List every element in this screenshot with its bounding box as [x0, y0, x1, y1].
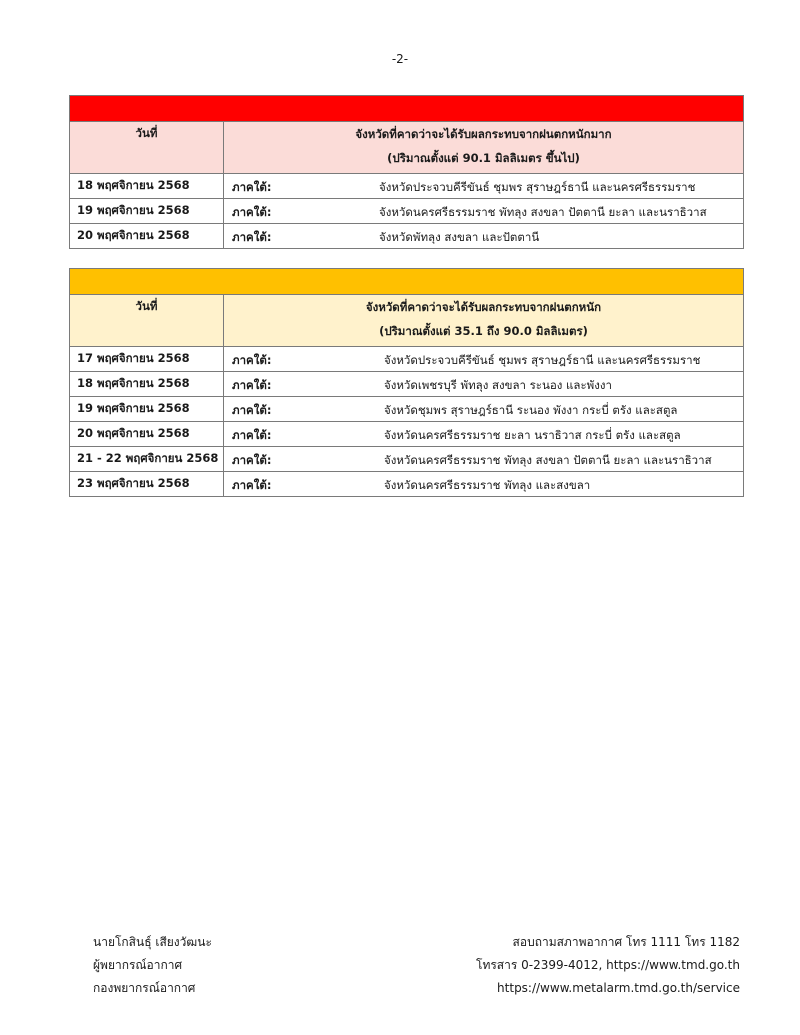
provinces-text: จังหวัดนครศรีธรรมราช ยะลา นราธิวาส กระบี่ ตรัง และสตูล [384, 428, 681, 442]
table-row [70, 199, 744, 224]
red-warning-bar [70, 96, 744, 122]
affected-provinces-header [224, 295, 744, 347]
date-cell: 18 พฤศจิกายน 2568 [70, 372, 224, 397]
date-cell: 20 พฤศจิกายน 2568 [70, 422, 224, 447]
region-label: ภาคใต้: [232, 428, 272, 442]
date-column-header: วันที่ [70, 122, 224, 174]
date-cell: 21 - 22 พฤศจิกายน 2568 [70, 447, 224, 472]
very-heavy-rain-table [69, 95, 744, 249]
region-cell [224, 447, 744, 472]
provinces-text: จังหวัดนครศรีธรรมราช พัทลุง สงขลา ปัตตานี ยะลา และนราธิวาส [384, 453, 712, 467]
provinces-text: จังหวัดนครศรีธรรมราช พัทลุง สงขลา ปัตตานี ยะลา และนราธิวาส [379, 205, 707, 219]
table-header [70, 295, 744, 347]
date-column-header: วันที่ [70, 295, 224, 347]
region-label: ภาคใต้: [232, 353, 272, 367]
region-label: ภาคใต้: [232, 230, 272, 244]
region-cell [224, 397, 744, 422]
region-label: ภาคใต้: [232, 378, 272, 392]
date-cell: 20 พฤศจิกายน 2568 [70, 224, 224, 249]
table-row [70, 347, 744, 372]
heavy-rain-table [69, 268, 744, 497]
forecaster-position: ผู้พยากรณ์อากาศ [93, 958, 183, 972]
provinces-text: จังหวัดประจวบคีรีขันธ์ ชุมพร สุราษฎร์ธานี และนครศรีธรรมราช [384, 353, 701, 367]
table-row [70, 447, 744, 472]
region-cell [224, 199, 744, 224]
region-cell [224, 472, 744, 497]
affected-provinces-header [224, 122, 744, 174]
table-row [70, 224, 744, 249]
region-cell [224, 224, 744, 249]
table-row [70, 372, 744, 397]
header-title: จังหวัดที่คาดว่าจะได้รับผลกระทบจากฝนตกหนักมาก [355, 127, 612, 141]
date-cell: 23 พฤศจิกายน 2568 [70, 472, 224, 497]
table-header [70, 122, 744, 174]
region-label: ภาคใต้: [232, 205, 272, 219]
orange-warning-bar [70, 269, 744, 295]
table-row [70, 472, 744, 497]
region-cell [224, 422, 744, 447]
region-label: ภาคใต้: [232, 180, 272, 194]
fax-website-info: โทรสาร 0-2399-4012, https://www.tmd.go.th [476, 958, 740, 972]
date-cell: 18 พฤศจิกายน 2568 [70, 174, 224, 199]
region-label: ภาคใต้: [232, 453, 272, 467]
header-title: จังหวัดที่คาดว่าจะได้รับผลกระทบจากฝนตกหนัก [365, 300, 602, 314]
provinces-text: จังหวัดพัทลุง สงขลา และปัตตานี [379, 230, 540, 244]
header-threshold: (ปริมาณตั้งแต่ 90.1 มิลลิเมตร ขึ้นไป) [387, 151, 580, 165]
phone-info: สอบถามสภาพอากาศ โทร 1111 โทร 1182 [512, 935, 740, 949]
metalarm-service-link[interactable]: https://www.metalarm.tmd.go.th/service [497, 981, 740, 995]
forecaster-signature-block [93, 931, 212, 1000]
region-cell [224, 347, 744, 372]
header-threshold: (ปริมาณตั้งแต่ 35.1 ถึง 90.0 มิลลิเมตร) [379, 324, 588, 338]
forecaster-name: นายโกสินธุ์ เสียงวัฒนะ [93, 935, 212, 949]
provinces-text: จังหวัดประจวบคีรีขันธ์ ชุมพร สุราษฎร์ธานี และนครศรีธรรมราช [379, 180, 696, 194]
provinces-text: จังหวัดนครศรีธรรมราช พัทลุง และสงขลา [384, 478, 591, 492]
forecast-division: กองพยากรณ์อากาศ [93, 981, 196, 995]
region-cell [224, 372, 744, 397]
table-row [70, 397, 744, 422]
region-label: ภาคใต้: [232, 403, 272, 417]
table-row [70, 174, 744, 199]
region-label: ภาคใต้: [232, 478, 272, 492]
table-row [70, 422, 744, 447]
contact-info-block [476, 931, 740, 1000]
page-number: -2- [391, 52, 409, 66]
date-cell: 17 พฤศจิกายน 2568 [70, 347, 224, 372]
date-cell: 19 พฤศจิกายน 2568 [70, 397, 224, 422]
provinces-text: จังหวัดชุมพร สุราษฎร์ธานี ระนอง พังงา กระบี่ ตรัง และสตูล [384, 403, 678, 417]
date-cell: 19 พฤศจิกายน 2568 [70, 199, 224, 224]
provinces-text: จังหวัดเพชรบุรี พัทลุง สงขลา ระนอง และพังงา [384, 378, 612, 392]
region-cell [224, 174, 744, 199]
